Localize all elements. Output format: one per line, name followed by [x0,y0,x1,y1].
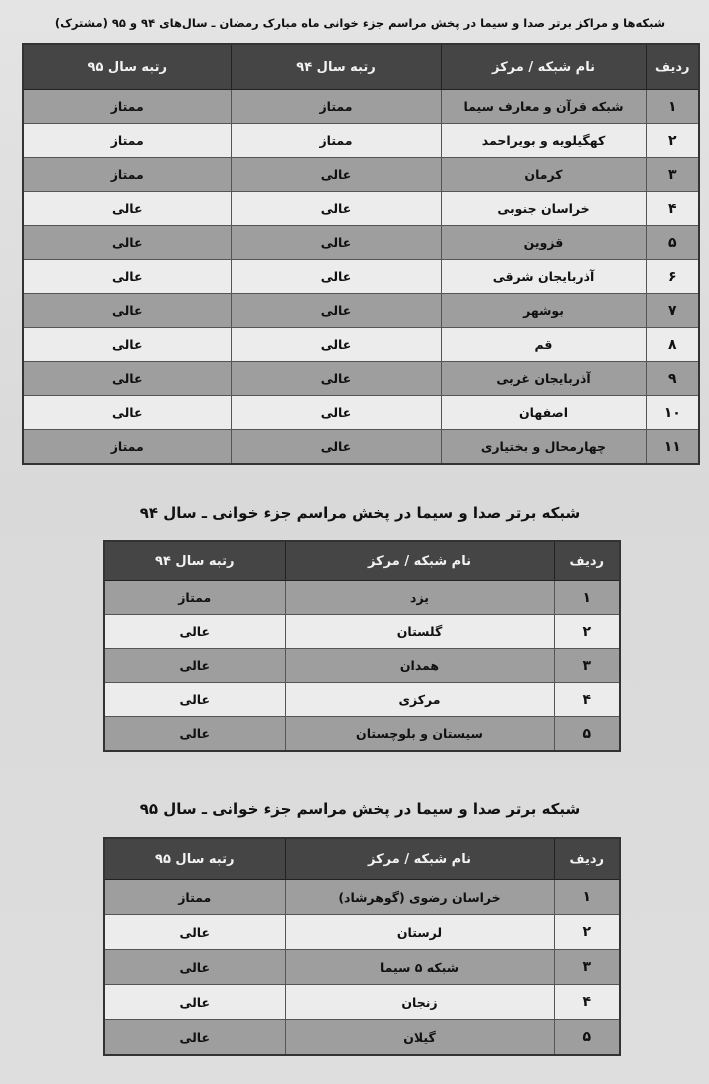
network-name: آذربایجان غربی [441,362,646,396]
table-row [104,683,620,717]
table-row [23,158,699,192]
rank-cell: عالی [104,649,285,683]
column-header: نام شبکه / مرکز [441,44,646,90]
joint-ranking-table [22,43,700,465]
column-header: ردیف [554,541,620,581]
rank-cell: عالی [23,260,231,294]
row-number: ۶ [646,260,699,294]
table-row [104,985,620,1020]
table-row [23,396,699,430]
rank-cell: عالی [23,328,231,362]
table1-title: شبکه‌ها و مراکز برتر صدا و سیما در پخش مراسم جزء خوانی ماه مبارک رمضان ـ سال‌های ۹۴ و ۹۵ (مشترک) [54,16,666,30]
rank-cell: عالی [104,985,285,1020]
rank-cell: عالی [104,1020,285,1056]
network-name: یزد [285,581,554,615]
table2-title: شبکه برتر صدا و سیما در پخش مراسم جزء خوانی ـ سال ۹۴ [139,504,581,522]
rank-cell: ممتاز [104,581,285,615]
header-row [104,541,620,581]
table-row [104,717,620,752]
column-header: نام شبکه / مرکز [285,541,554,581]
row-number: ۱ [554,880,620,915]
table-row [104,915,620,950]
row-number: ۵ [554,1020,620,1056]
header-row [104,838,620,880]
column-header: نام شبکه / مرکز [285,838,554,880]
row-number: ۷ [646,294,699,328]
table-row [23,124,699,158]
rank-cell: عالی [104,615,285,649]
header-row [23,44,699,90]
network-name: آذربایجان شرقی [441,260,646,294]
table-row [104,950,620,985]
table-row [23,226,699,260]
row-number: ۳ [646,158,699,192]
rank-cell: ممتاز [23,90,231,124]
network-name: شبکه قرآن و معارف سیما [441,90,646,124]
row-number: ۲ [554,615,620,649]
table-row [23,294,699,328]
rank-cell: عالی [23,226,231,260]
network-name: خراسان رضوی (گوهرشاد) [285,880,554,915]
table-row [23,328,699,362]
row-number: ۳ [554,950,620,985]
rank-cell: عالی [104,950,285,985]
rank-cell: عالی [104,915,285,950]
rank-cell: عالی [23,192,231,226]
rank-cell: عالی [23,396,231,430]
row-number: ۸ [646,328,699,362]
row-number: ۴ [554,683,620,717]
row-number: ۵ [646,226,699,260]
rank-cell: عالی [231,226,441,260]
table-row [23,362,699,396]
network-name: همدان [285,649,554,683]
table-row [104,880,620,915]
rank-cell: عالی [231,328,441,362]
network-name: گیلان [285,1020,554,1056]
column-header: ردیف [646,44,699,90]
rank-cell: عالی [231,260,441,294]
row-number: ۳ [554,649,620,683]
network-name: شبکه ۵ سیما [285,950,554,985]
table-row [23,192,699,226]
network-name: گلستان [285,615,554,649]
year-95-ranking-table [103,837,621,1056]
row-number: ۹ [646,362,699,396]
row-number: ۲ [646,124,699,158]
row-number: ۲ [554,915,620,950]
rank-cell: عالی [104,683,285,717]
column-header: رتبه سال ۹۴ [104,541,285,581]
network-name: لرستان [285,915,554,950]
column-header: رتبه سال ۹۴ [231,44,441,90]
row-number: ۱ [646,90,699,124]
row-number: ۵ [554,717,620,752]
table-row [23,90,699,124]
network-name: سیستان و بلوچستان [285,717,554,752]
row-number: ۴ [554,985,620,1020]
rank-cell: عالی [231,430,441,465]
rank-cell: ممتاز [23,124,231,158]
year-94-ranking-table [103,540,621,752]
rank-cell: عالی [23,294,231,328]
column-header: ردیف [554,838,620,880]
rank-cell: عالی [231,396,441,430]
network-name: قزوین [441,226,646,260]
rank-cell: عالی [231,192,441,226]
rank-cell: ممتاز [104,880,285,915]
rank-cell: عالی [231,294,441,328]
network-name: چهارمحال و بختیاری [441,430,646,465]
rank-cell: ممتاز [231,90,441,124]
network-name: کرمان [441,158,646,192]
table-row [23,430,699,465]
row-number: ۱۱ [646,430,699,465]
network-name: کهگیلویه و بویراحمد [441,124,646,158]
row-number: ۱۰ [646,396,699,430]
table3-title: شبکه برتر صدا و سیما در پخش مراسم جزء خوانی ـ سال ۹۵ [139,800,581,818]
table-row [104,1020,620,1056]
table-row [104,615,620,649]
rank-cell: عالی [231,158,441,192]
table-row [104,581,620,615]
network-name: بوشهر [441,294,646,328]
network-name: مرکزی [285,683,554,717]
network-name: قم [441,328,646,362]
table-row [104,649,620,683]
rank-cell: عالی [231,362,441,396]
network-name: خراسان جنوبی [441,192,646,226]
rank-cell: ممتاز [231,124,441,158]
row-number: ۴ [646,192,699,226]
rank-cell: عالی [23,362,231,396]
rank-cell: ممتاز [23,158,231,192]
network-name: زنجان [285,985,554,1020]
table-row [23,260,699,294]
row-number: ۱ [554,581,620,615]
network-name: اصفهان [441,396,646,430]
column-header: رتبه سال ۹۵ [104,838,285,880]
rank-cell: ممتاز [23,430,231,465]
rank-cell: عالی [104,717,285,752]
column-header: رتبه سال ۹۵ [23,44,231,90]
